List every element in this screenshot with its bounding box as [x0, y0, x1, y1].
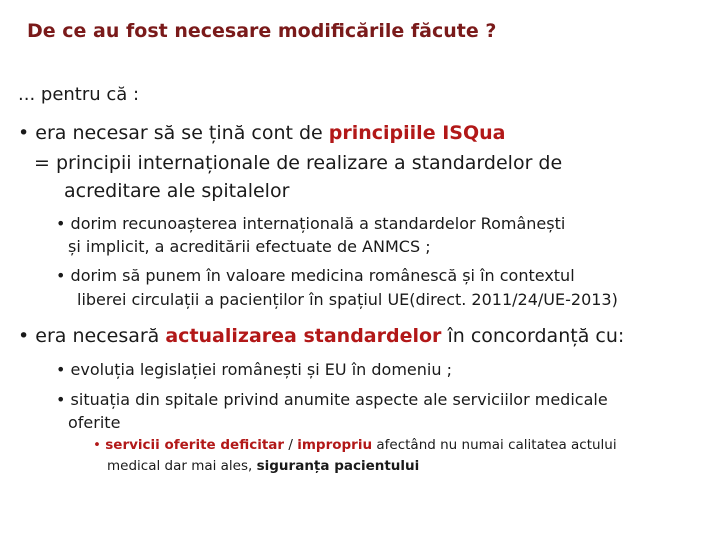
point2-text-pre: era necesară — [35, 325, 166, 347]
sub2-line1 — [56, 266, 575, 285]
point1-line2: = principii internaționale de realizare a standardelor de — [34, 152, 563, 174]
point2-line1 — [18, 325, 624, 347]
subsub1-highlight2: impropriu — [297, 437, 373, 453]
sub4-line2: oferite — [68, 413, 121, 432]
subsub1-line2-strong: siguranța pacientului — [256, 458, 420, 474]
sub4-text: situația din spitale privind anumite aspecte ale serviciilor medicale — [70, 390, 608, 409]
slide-title: De ce au fost necesare modificările făcute ? — [27, 20, 497, 42]
sub2-text: dorim să punem în valoare medicina românescă și în contextul — [70, 266, 575, 285]
sub3-line1 — [56, 360, 452, 379]
subsub1-text: afectând nu numai calitatea actului — [372, 437, 617, 453]
sub3-text: evoluția legislației românești și EU în domeniu ; — [70, 360, 452, 379]
point1-text: era necesar să se țină cont de — [35, 122, 329, 144]
subsub1-line1 — [93, 437, 617, 453]
intro-text: ... pentru că : — [18, 84, 140, 105]
bullet: • — [93, 437, 101, 453]
point1-line3: acreditare ale spitalelor — [64, 180, 290, 202]
sub1-line1 — [56, 214, 565, 233]
point2-highlight: actualizarea standardelor — [165, 325, 442, 347]
point1-line1 — [18, 122, 505, 144]
subsub1-line2-text: medical dar mai ales, — [107, 458, 257, 474]
point1-highlight: principiile ISQua — [328, 122, 506, 144]
bullet: • — [18, 122, 30, 144]
sub2-line2: liberei circulații a pacienților în spațiul UE(direct. 2011/24/UE-2013) — [77, 290, 618, 309]
bullet: • — [56, 214, 66, 233]
subsub1-line2 — [107, 458, 419, 474]
bullet: • — [56, 360, 66, 379]
sub4-line1 — [56, 390, 608, 409]
bullet: • — [56, 266, 66, 285]
point2-text-post: în concordanță cu: — [441, 325, 625, 347]
bullet: • — [18, 325, 30, 347]
subsub1-highlight1: servicii oferite deficitar — [105, 437, 285, 453]
bullet: • — [56, 390, 66, 409]
subsub1-sep: / — [284, 437, 298, 453]
sub1-text: dorim recunoașterea internațională a standardelor Românești — [70, 214, 566, 233]
sub1-line2: și implicit, a acreditării efectuate de ANMCS ; — [68, 237, 431, 256]
